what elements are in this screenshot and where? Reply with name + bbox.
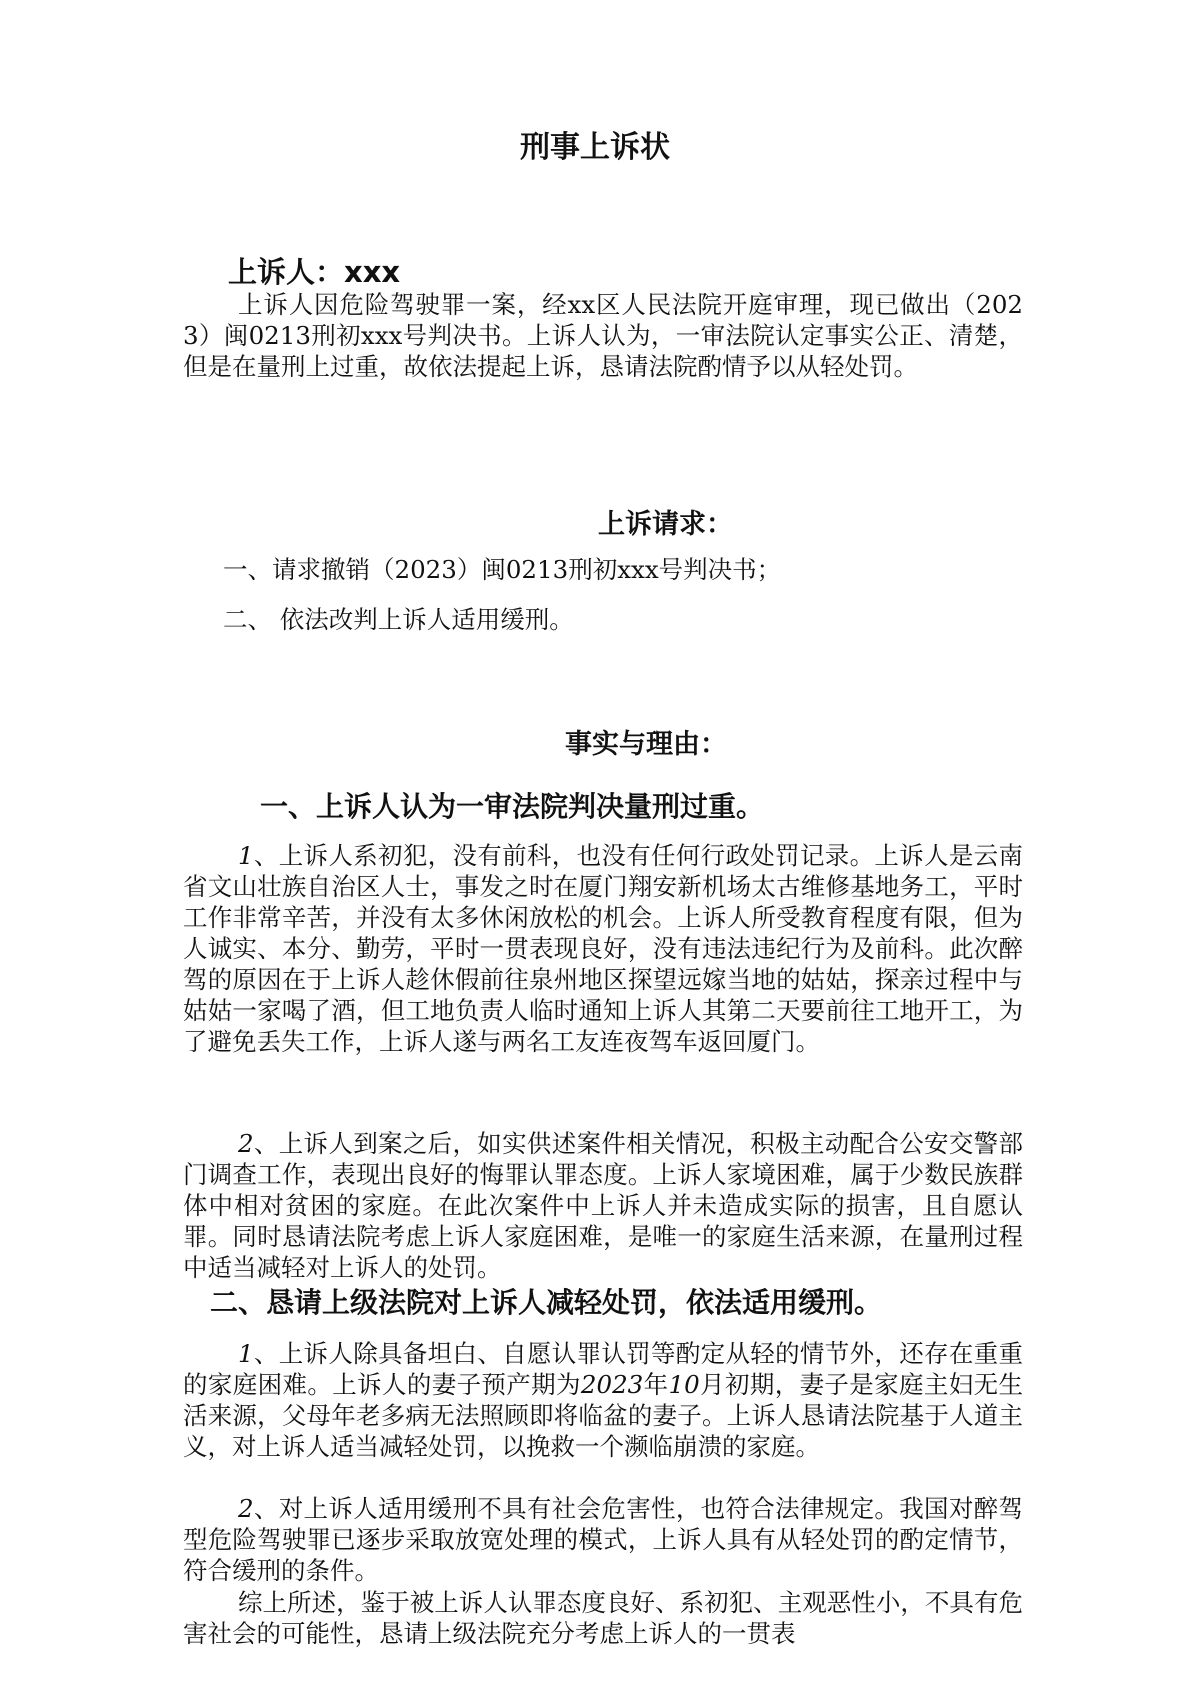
reason2-heading: 二、恳请上级法院对上诉人减轻处罚，依法适用缓刑。 bbox=[210, 1286, 883, 1319]
reason1-p2-text: 、上诉人到案之后，如实供述案件相关情况，积极主动配合公安交警部门调查工作，表现出良好的悔罪认罪态度。上诉人家境困难，属于少数民族群体中相对贫困的家庭。在此次案件中上诉人并未造成实际的损害，且自愿认罪。同时恳请法院考虑上诉人家庭困难，是唯一的家庭生活来源，在量刑过程中适当减轻对上诉人的处罚。 bbox=[183, 1128, 1023, 1282]
reason2-p2-text: 、对上诉人适用缓刑不具有社会危害性，也符合法律规定。我国对醉驾型危险驾驶罪已逐步采取放宽处理的模式，上诉人具有从轻处罚的酌定情节，符合缓刑的条件。 bbox=[183, 1493, 1023, 1585]
requests-heading: 上诉请求： bbox=[598, 509, 733, 540]
reason1-p1-number: 1 bbox=[238, 840, 254, 870]
reason2-p1-year: 2023 bbox=[580, 1369, 644, 1399]
reason1-p2-number: 2 bbox=[238, 1128, 254, 1158]
reason1-paragraph-2 bbox=[183, 1128, 1023, 1283]
appellant-line: 上诉人：xxx bbox=[228, 255, 401, 289]
reason1-paragraph-1 bbox=[183, 840, 1023, 1057]
request-item-2: 二、 依法改判上诉人适用缓刑。 bbox=[223, 605, 574, 634]
document-title: 刑事上诉状 bbox=[520, 130, 670, 165]
reason2-p1-month: 10 bbox=[668, 1369, 700, 1399]
reason2-p1-text-b: 年 bbox=[643, 1369, 669, 1399]
reason2-paragraph-2 bbox=[183, 1493, 1023, 1586]
request-item-1: 一、请求撤销（2023）闽0213刑初xxx号判决书； bbox=[223, 555, 782, 584]
conclusion-paragraph: 综上所述，鉴于被上诉人认罪态度良好、系初犯、主观恶性小，不具有危害社会的可能性，恳请上级法院充分考虑上诉人的一贯表 bbox=[183, 1587, 1023, 1648]
reason2-p2-number: 2 bbox=[238, 1493, 254, 1523]
reason2-p1-number: 1 bbox=[238, 1338, 254, 1368]
reason1-heading: 一、上诉人认为一审法院判决量刑过重。 bbox=[260, 790, 765, 823]
facts-heading: 事实与理由： bbox=[565, 729, 727, 760]
reason1-p1-text: 、上诉人系初犯，没有前科，也没有任何行政处罚记录。上诉人是云南省文山壮族自治区人士，事发之时在厦门翔安新机场太古维修基地务工，平时工作非常辛苦，并没有太多休闲放松的机会。上诉人所受教育程度有限，但为人诚实、本分、勤劳，平时一贯表现良好，没有违法违纪行为及前科。此次醉驾的原因在于上诉人趁休假前往泉州地区探望远嫁当地的姑姑，探亲过程中与姑姑一家喝了酒，但工地负责人临时通知上诉人其第二天要前往工地开工，为了避免丢失工作，上诉人遂与两名工友连夜驾车返回厦门。 bbox=[183, 840, 1023, 1056]
reason2-p1-text-c: 月初期，妻子是家庭主妇无生活来源，父母年老多病无法照顾即将临盆的妻子。上诉人恳请法院基于人道主义，对上诉人适当减轻处罚，以挽救一个濒临崩溃的家庭。 bbox=[183, 1369, 1024, 1461]
intro-paragraph: 上诉人因危险驾驶罪一案，经xx区人民法院开庭审理，现已做出（2023）闽0213刑初xxx号判决书。上诉人认为，一审法院认定事实公正、清楚，但是在量刑上过重，故依法提起上诉，恳请法院酌情予以从轻处罚。 bbox=[183, 289, 1023, 381]
reason2-p1-text-a: 、上诉人除具备坦白、自愿认罪认罚等酌定从轻的情节外，还存在重重的家庭困难。上诉人的妻子预产期为 bbox=[183, 1338, 1023, 1399]
reason2-paragraph-1 bbox=[183, 1338, 1023, 1462]
